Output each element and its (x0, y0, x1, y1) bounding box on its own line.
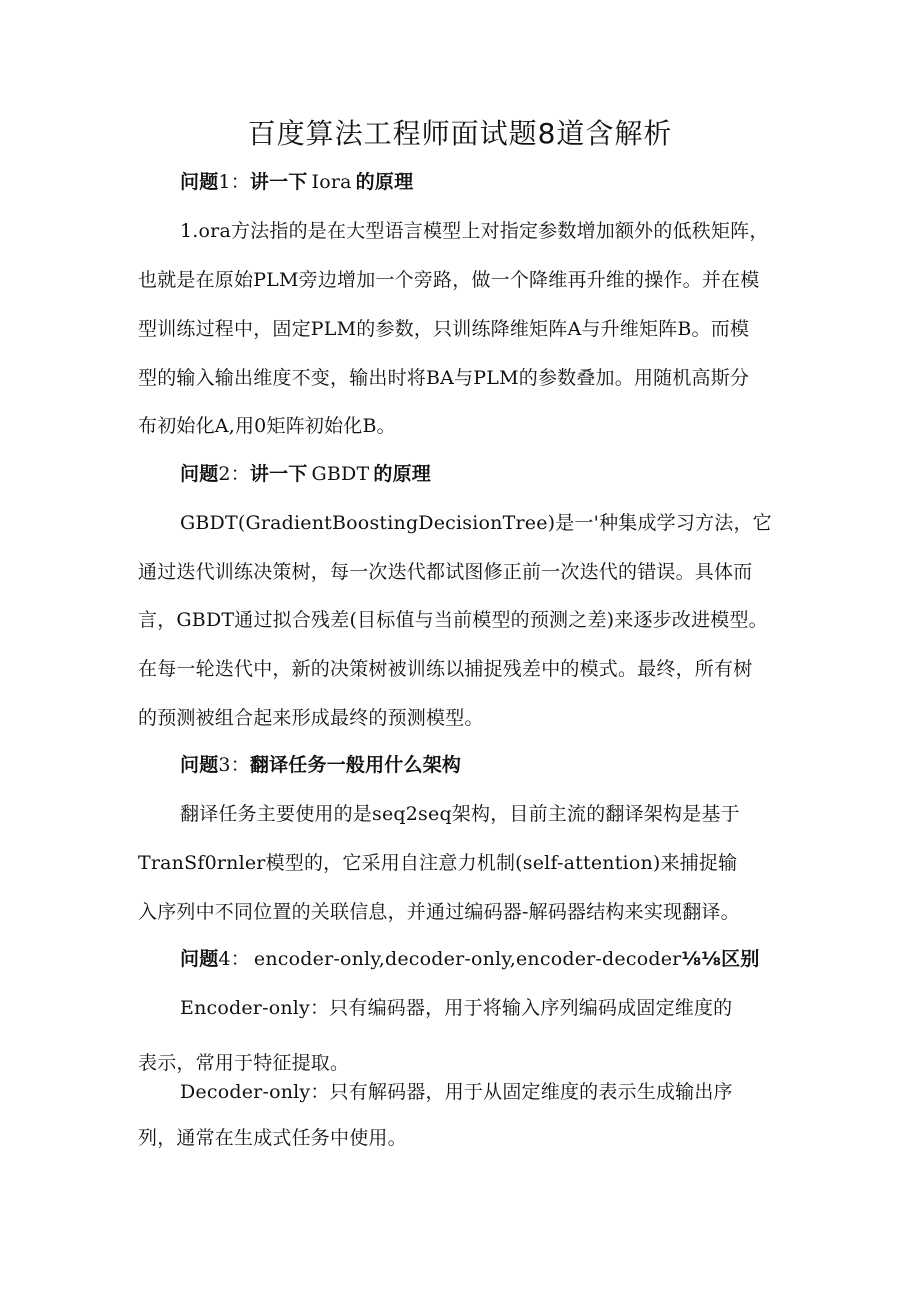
paragraph-line: 通过迭代训练决策树，每一次迭代都试图修正前一次迭代的错误。具体而 (138, 561, 753, 583)
question-4-heading (180, 947, 830, 971)
paragraph-line: 型的输入输出维度不变，输出时将BA与PLM的参数叠加。用随机高斯分 (138, 367, 750, 389)
paragraph-line: 入序列中不同位置的关联信息，并通过编码器-解码器结构来实现翻译。 (138, 901, 740, 923)
question-prefix: 问题 (180, 463, 219, 485)
question-number: 1： (218, 171, 250, 193)
paragraph-line: 型训练过程中，固定PLM的参数，只训练降维矩阵A与升维矩阵B。而模 (138, 318, 750, 340)
question-term: Iora (311, 171, 352, 193)
paragraph-line: 言，GBDT通过拟合残差(目标值与当前模型的预测之差)来逐步改进模型。 (138, 609, 768, 631)
paragraph-line: 也就是在原始PLM旁边增加一个旁路，做一个降维再升维的操作。并在模 (138, 269, 760, 291)
paragraph-line: 表示，常用于特征提取。 (138, 1052, 350, 1074)
paragraph-line: TranSf0rnler模型的，它采用自注意力机制(self-attention)来捕捉输 (138, 852, 738, 874)
question-number: 2： (218, 463, 250, 485)
paragraph-line: 在每一轮迭代中，新的决策树被训练以捕捉残差中的模式。最终，所有树 (138, 658, 753, 680)
paragraph-line: GBDT(GradientBoostingDecisionTree)是一'种集成学习方法，它 (180, 512, 772, 534)
question-term: encoder-only,decoder-only,encoder-decoder (253, 948, 682, 970)
question-text: 翻译任务一般用什么架构 (249, 754, 462, 776)
question-text: 讲一下 (249, 171, 308, 193)
paragraph-line: Encoder-only：只有编码器，用于将输入序列编码成固定维度的 (180, 997, 733, 1019)
question-number: 3： (218, 754, 250, 776)
question-text: 讲一下 (249, 463, 308, 485)
question-suffix: 的原理 (373, 463, 431, 485)
paragraph-line: 翻译任务主要使用的是seq2seq架构，目前主流的翻译架构是基于 (180, 803, 740, 825)
question-3-heading (180, 753, 830, 777)
question-prefix: 问题 (180, 948, 219, 970)
question-2-heading (180, 462, 830, 486)
question-prefix: 问题 (180, 754, 219, 776)
question-number: 4： (218, 948, 250, 970)
paragraph-line: 布初始化A,用0矩阵初始化B。 (138, 415, 396, 437)
question-term: GBDT (311, 463, 370, 485)
document-title: 百度算法工程师面试题8道含解析 (247, 117, 673, 150)
question-suffix: 的原理 (355, 171, 414, 193)
paragraph-line: 1.ora方法指的是在大型语言模型上对指定参数增加额外的低秩矩阵， (180, 220, 769, 242)
paragraph-line: 的预测被组合起来形成最终的预测模型。 (138, 707, 484, 729)
question-1-heading (180, 170, 830, 194)
question-prefix: 问题 (180, 171, 219, 193)
paragraph-line: Decoder-only：只有解码器，用于从固定维度的表示生成输出序 (180, 1081, 733, 1103)
paragraph-line: 列，通常在生成式任务中使用。 (138, 1127, 407, 1149)
question-suffix: ⅛⅛区别 (681, 948, 760, 970)
